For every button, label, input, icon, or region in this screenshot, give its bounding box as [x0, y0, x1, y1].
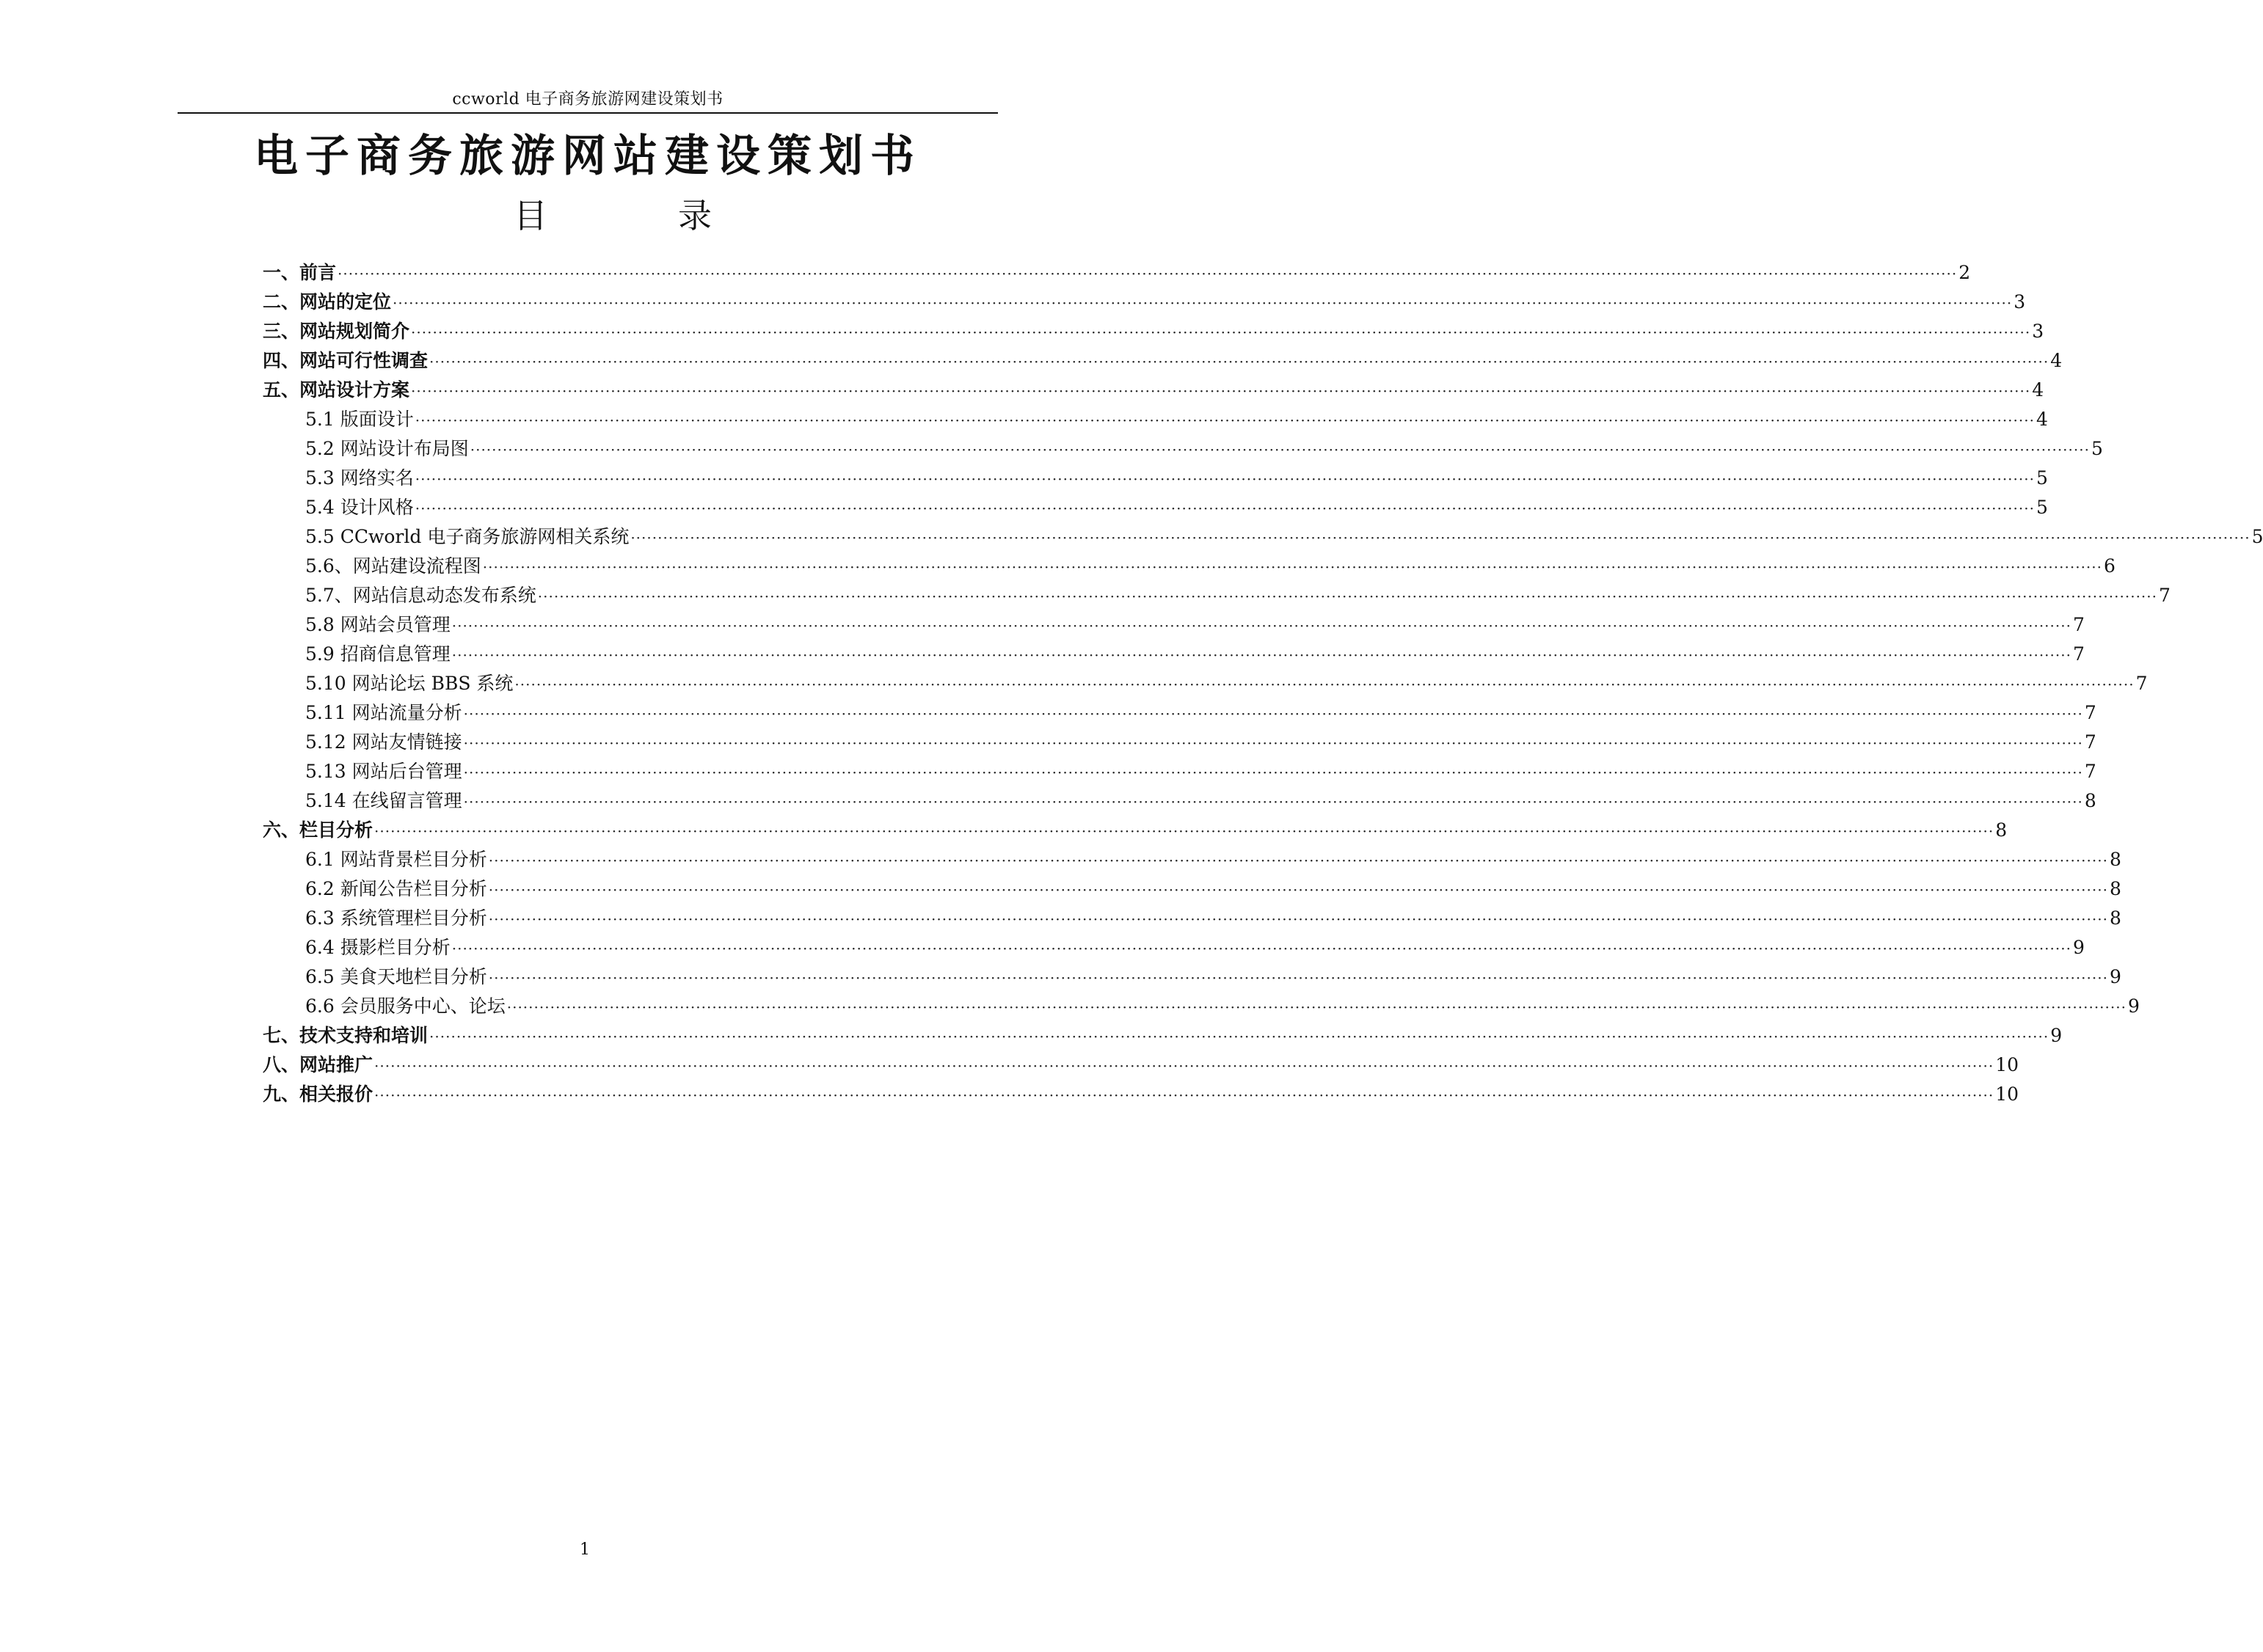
toc-entry-title: [305, 904, 487, 933]
toc-entry-number: 5.3: [305, 467, 340, 489]
toc-entry-number: 5.1: [305, 409, 340, 430]
toc-leader-dots: ············································································································································································································································································································: [463, 764, 2083, 781]
toc-entry-number: 5.14: [305, 790, 352, 811]
toc-entry-page: 5: [2091, 438, 2103, 459]
toc-entry-number: 6.2: [305, 878, 340, 899]
toc-entry-number: 5.6、: [305, 555, 353, 577]
toc-entry[interactable]: [263, 1080, 2019, 1109]
toc-entry[interactable]: [305, 610, 2085, 640]
toc-entry-title: [305, 552, 481, 581]
toc-entry[interactable]: [263, 1021, 2063, 1050]
toc-entry-page: 9: [2109, 966, 2121, 987]
toc-entry-page: 8: [1995, 819, 2008, 841]
toc-entry-title: [263, 317, 409, 346]
toc-leader-dots: ············································································································································································································································································································: [537, 588, 2158, 605]
toc-entry[interactable]: [263, 317, 2044, 346]
toc-leader-dots: ············································································································································································································································································································: [411, 382, 2031, 400]
toc-entry[interactable]: [263, 288, 2026, 317]
toc-entry-label: 系统管理栏目分析: [340, 907, 487, 929]
toc-entry-page: 7: [2072, 614, 2085, 635]
toc-entry-title: [263, 1080, 373, 1109]
toc-leader-dots: ············································································································································································································································································································: [488, 969, 2108, 987]
toc-entry-number: 5.8: [305, 614, 340, 635]
toc-entry-page: 10: [1995, 1054, 2019, 1075]
toc-entry-label: 网站设计布局图: [340, 438, 469, 459]
toc-entry-title: [305, 405, 414, 434]
toc-entry-label: 网站可行性调查: [299, 350, 429, 371]
toc-leader-dots: ············································································································································································································································································································: [374, 1057, 1994, 1075]
toc-entry-label: CCworld 电子商务旅游网相关系统: [340, 526, 630, 547]
toc-entry[interactable]: [305, 552, 2116, 581]
toc-entry-page: 7: [2072, 643, 2085, 665]
toc-entry-number: 七、: [263, 1025, 300, 1046]
toc-entry[interactable]: [263, 346, 2063, 376]
toc-leader-dots: ············································································································································································································································································································: [630, 529, 2251, 547]
toc-entry-number: 5.5: [305, 526, 340, 547]
toc-entry-title: [263, 1050, 373, 1080]
toc-entry-title: [305, 610, 451, 640]
toc-leader-dots: ············································································································································································································································································································: [393, 294, 2013, 312]
toc-entry-label: 栏目分析: [299, 819, 373, 841]
toc-entry-label: 网站背景栏目分析: [340, 849, 487, 870]
toc-entry-number: 5.11: [305, 702, 352, 723]
toc-entry-label: 网站后台管理: [351, 761, 462, 782]
toc-entry-title: [305, 698, 462, 728]
toc-entry-page: 7: [2084, 702, 2096, 723]
toc-heading-right: 录: [678, 196, 712, 235]
toc-entry-number: 6.4: [305, 937, 340, 958]
toc-entry[interactable]: [305, 933, 2085, 962]
toc-leader-dots: ············································································································································································································································································································: [374, 1086, 1994, 1104]
toc-leader-dots: ············································································································································································································································································································: [488, 881, 2108, 899]
toc-entry-label: 技术支持和培训: [299, 1025, 429, 1046]
toc-entry-title: [305, 874, 487, 904]
toc-entry-number: 6.3: [305, 907, 340, 929]
toc-entry[interactable]: [305, 522, 2263, 552]
toc-entry-title: [305, 962, 487, 992]
toc-entry[interactable]: [305, 640, 2085, 669]
toc-entry-page: 5: [2036, 467, 2048, 489]
toc-entry-page: 2: [1958, 262, 1971, 283]
toc-leader-dots: ············································································································································································································································································································: [415, 470, 2035, 488]
toc-entry-label: 网站的定位: [299, 291, 392, 313]
toc-entry-number: 5.13: [305, 761, 352, 782]
toc-entry-page: 8: [2109, 849, 2121, 870]
toc-leader-dots: ············································································································································································································································································································: [463, 705, 2083, 723]
header-rule: [178, 112, 998, 114]
toc-entry-number: 5.12: [305, 731, 352, 753]
toc-entry-label: 会员服务中心、论坛: [340, 995, 506, 1017]
toc-entry-title: [305, 493, 414, 522]
toc-entry-number: 三、: [263, 321, 300, 342]
toc-entry-page: 5: [2036, 497, 2048, 518]
toc-entry-number: 5.4: [305, 497, 340, 518]
toc-entry-page: 8: [2109, 878, 2121, 899]
toc-entry-label: 网站论坛 BBS 系统: [351, 673, 514, 694]
toc-entry-page: 6: [2104, 555, 2116, 577]
toc-entry-title: [305, 669, 513, 698]
document-title: 电子商务旅游网站建设策划书: [254, 131, 922, 182]
toc-leader-dots: ············································································································································································································································································································: [374, 822, 1994, 840]
toc-entry-number: 二、: [263, 291, 300, 313]
toc-entry-label: 版面设计: [340, 409, 414, 430]
toc-entry-label: 网站设计方案: [299, 379, 410, 401]
toc-entry-number: 六、: [263, 819, 300, 841]
toc-entry-label: 网站友情链接: [351, 731, 462, 753]
toc-entry-number: 四、: [263, 350, 300, 371]
toc-entry-title: [305, 933, 451, 962]
toc-entry[interactable]: [305, 962, 2121, 992]
toc-entry[interactable]: [305, 992, 2140, 1021]
toc-entry-label: 设计风格: [340, 497, 414, 518]
toc-entry-title: [263, 376, 409, 405]
toc-entry[interactable]: [305, 405, 2048, 434]
toc-entry[interactable]: [305, 581, 2171, 610]
toc-entry-number: 五、: [263, 379, 300, 401]
toc-entry-number: 6.1: [305, 849, 340, 870]
toc-entry-page: 10: [1995, 1083, 2019, 1105]
toc-leader-dots: ············································································································································································································································································································: [415, 500, 2035, 517]
toc-entry[interactable]: [263, 1050, 2019, 1080]
toc-leader-dots: ············································································································································································································································································································: [451, 617, 2071, 635]
page-number: 1: [580, 1540, 590, 1559]
toc-entry-title: [305, 728, 462, 757]
toc-leader-dots: ············································································································································································································································································································: [463, 734, 2083, 752]
toc-entry-number: 6.5: [305, 966, 340, 987]
toc-entry-title: [263, 816, 373, 845]
toc-entry-title: [263, 258, 336, 288]
toc-entry-number: 5.10: [305, 673, 352, 694]
toc-leader-dots: ············································································································································································································································································································: [338, 265, 1958, 282]
toc-entry[interactable]: [305, 434, 2103, 464]
toc-entry[interactable]: [305, 669, 2148, 698]
toc-entry-label: 网站会员管理: [340, 614, 451, 635]
toc-leader-dots: ············································································································································································································································································································: [488, 910, 2108, 928]
toc-leader-dots: ············································································································································································································································································································: [463, 793, 2083, 811]
toc-entry-label: 在线留言管理: [351, 790, 462, 811]
toc-leader-dots: ············································································································································································································································································································: [451, 646, 2071, 664]
toc-entry[interactable]: [305, 464, 2048, 493]
toc-entry-page: 8: [2109, 907, 2121, 929]
toc-entry-page: 3: [2014, 291, 2026, 313]
toc-entry[interactable]: [305, 493, 2048, 522]
toc-entry[interactable]: [305, 904, 2121, 933]
toc-entry[interactable]: [263, 376, 2044, 405]
toc-leader-dots: ············································································································································································································································································································: [451, 940, 2071, 957]
toc-entry-label: 新闻公告栏目分析: [340, 878, 487, 899]
toc-entry[interactable]: [305, 874, 2121, 904]
toc-entry-number: 九、: [263, 1083, 300, 1105]
toc-entry-page: 9: [2072, 937, 2085, 958]
toc-entry-number: 八、: [263, 1054, 300, 1075]
toc-entry-label: 网站规划简介: [299, 321, 410, 342]
toc-entry-page: 4: [2032, 379, 2044, 401]
toc-entry-title: [305, 992, 506, 1021]
toc-entry-number: 5.2: [305, 438, 340, 459]
toc-entry[interactable]: [305, 786, 2096, 816]
toc-leader-dots: ············································································································································································································································································································: [429, 1028, 2049, 1045]
toc-entry[interactable]: [305, 698, 2096, 728]
toc-entry-title: [263, 346, 428, 376]
toc-entry-label: 相关报价: [299, 1083, 373, 1105]
toc-entry-title: [263, 288, 391, 317]
toc-leader-dots: ············································································································································································································································································································: [429, 353, 2049, 370]
toc-entry-page: 4: [2036, 409, 2048, 430]
toc-entry[interactable]: [305, 728, 2096, 757]
toc-entry-label: 前言: [299, 262, 337, 283]
toc-entry-title: [305, 581, 536, 610]
toc-entry-title: [263, 1021, 428, 1050]
toc-entry-label: 网络实名: [340, 467, 414, 489]
toc-entry-page: 3: [2032, 321, 2044, 342]
toc-entry-title: [305, 464, 414, 493]
toc-entry-label: 网站流量分析: [351, 702, 462, 723]
toc-entry-page: 5: [2251, 526, 2263, 547]
toc-leader-dots: ············································································································································································································································································································: [470, 441, 2090, 458]
toc-entry-label: 网站建设流程图: [352, 555, 481, 577]
toc-entry-page: 7: [2135, 673, 2148, 694]
toc-entry-page: 7: [2159, 585, 2171, 606]
toc-leader-dots: ············································································································································································································································································································: [488, 852, 2108, 869]
toc-entry-label: 美食天地栏目分析: [340, 966, 487, 987]
toc-entry-label: 网站推广: [299, 1054, 373, 1075]
toc-entry-label: 摄影栏目分析: [340, 937, 451, 958]
toc-entry[interactable]: [305, 845, 2121, 874]
toc-entry-title: [305, 522, 629, 552]
toc-entry-page: 8: [2084, 790, 2096, 811]
toc-entry-number: 6.6: [305, 995, 340, 1017]
toc-leader-dots: ············································································································································································································································································································: [514, 676, 2135, 693]
toc-entry[interactable]: [305, 757, 2096, 786]
toc-entry-title: [305, 786, 462, 816]
toc-entry-page: 7: [2084, 761, 2096, 782]
toc-leader-dots: ············································································································································································································································································································: [482, 558, 2103, 576]
running-header: ccworld 电子商务旅游网建设策划书: [452, 90, 724, 109]
toc-entry-title: [305, 845, 487, 874]
toc-heading-left: 目: [514, 196, 547, 235]
toc-entry[interactable]: [263, 816, 2008, 845]
toc-leader-dots: ············································································································································································································································································································: [411, 324, 2031, 341]
toc-entry-number: 一、: [263, 262, 300, 283]
toc-entry[interactable]: [263, 258, 1971, 288]
toc-entry-page: 7: [2084, 731, 2096, 753]
toc-entry-page: 9: [2050, 1025, 2063, 1046]
toc-entry-number: 5.7、: [305, 585, 353, 606]
toc-entry-number: 5.9: [305, 643, 340, 665]
toc-entry-title: [305, 434, 469, 464]
toc-entry-label: 招商信息管理: [340, 643, 451, 665]
toc-entry-title: [305, 757, 462, 786]
toc-entry-page: 9: [2127, 995, 2140, 1017]
toc-heading: [514, 189, 712, 238]
toc-entry-page: 4: [2050, 350, 2063, 371]
toc-leader-dots: ············································································································································································································································································································: [506, 998, 2127, 1016]
toc-entry-label: 网站信息动态发布系统: [352, 585, 536, 606]
toc-entry-title: [305, 640, 451, 669]
toc-leader-dots: ············································································································································································································································································································: [415, 412, 2035, 429]
